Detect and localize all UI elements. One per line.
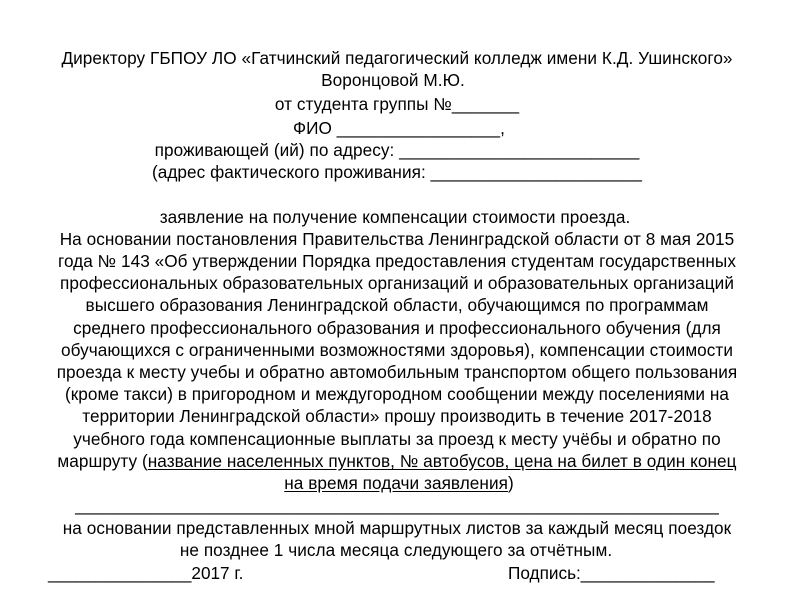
date-field: _______________2017 г.: [48, 563, 244, 583]
blank-route-line: ___________________________________________________________________: [75, 495, 719, 515]
address-line: проживающей (ий) по адресу: _________________________: [154, 140, 640, 160]
body-line-7: проезда к месту учебы и обратно автомобильным транспортом общего пользования: [56, 362, 738, 382]
director-name: Воронцовой М.Ю.: [321, 70, 465, 90]
fio-line: ФИО _________________,: [293, 118, 505, 138]
body-line-10: учебного года компенсационные выплаты за проезд к месту учёбы и обратно по: [73, 429, 721, 449]
body-line-6: обучающихся с ограниченными возможностями здоровья), компенсации стоимости: [60, 340, 734, 360]
body-line-3: профессиональных образовательных организаций и образовательных организаций: [60, 273, 734, 293]
route-detail-2: на время подачи заявления: [284, 473, 508, 493]
body-line-2: года № 143 «Об утверждении Порядка предоставления студентам государственных: [58, 251, 736, 271]
from-student-line: от студента группы №_______: [274, 94, 520, 114]
route-close: ): [507, 473, 514, 493]
director-line: Директору ГБПОУ ЛО «Гатчинский педагогический колледж имени К.Д. Ушинского»: [61, 48, 733, 68]
route-line-2: [2, 472, 794, 494]
body-line-5: среднего профессионального образования и профессионального обучения (для: [73, 318, 721, 338]
route-line: [0, 450, 794, 472]
body-line-4: высшего образования Ленинградской области, обучающимся по программам: [85, 295, 709, 315]
body-line-1: На основании постановления Правительства Ленинградской области от 8 мая 2015: [59, 229, 735, 249]
route-prefix: маршруту (: [57, 451, 148, 471]
body-line-9: территории Ленинградской области» прошу производить в течение 2017-2018: [82, 406, 712, 426]
route-detail-1: название населенных пунктов, № автобусов, цена на билет в один конец: [147, 451, 737, 471]
actual-address-line: (адрес фактического проживания: ______________________: [151, 162, 643, 182]
signature-field: Подпись:______________: [508, 563, 715, 583]
basis-line-1: на основании представленных мной маршрутных листов за каждый месяц поездок: [62, 518, 732, 538]
application-title: заявление на получение компенсации стоимости проезда.: [159, 207, 631, 227]
basis-line-2: не позднее 1 числа месяца следующего за отчётным.: [179, 540, 613, 560]
body-line-8: (кроме такси) в пригородном и междугородном сообщении между поселениями на: [64, 384, 730, 404]
